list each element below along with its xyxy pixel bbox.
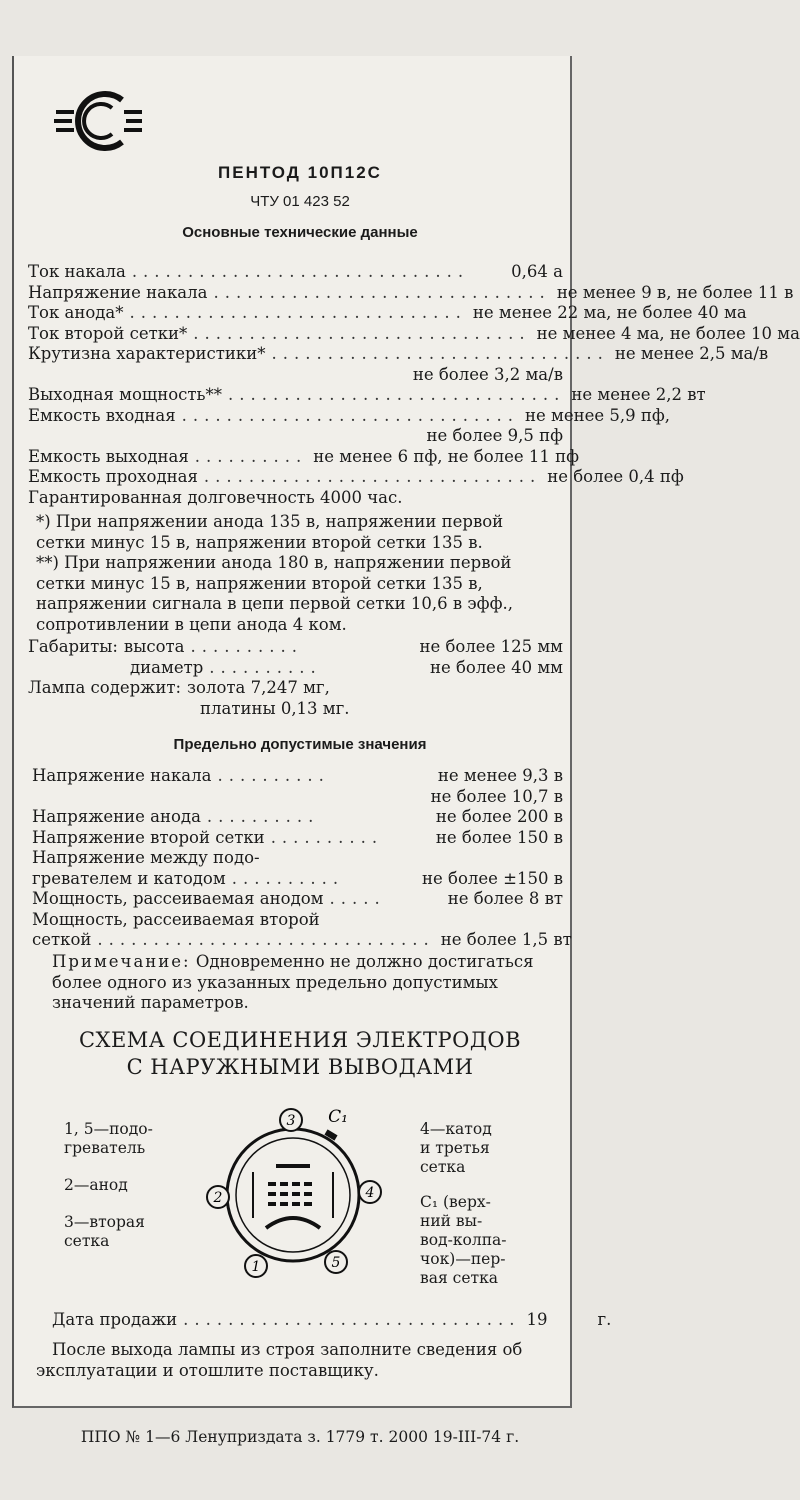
after-failure-note: После выхода лампы из строя заполните сведения об эксплуатации и отошлите поставщику. [36, 1340, 523, 1380]
imprint: ППО № 1—6 Ленуприздата з. 1779 т. 2000 19-III-74 г. [80, 1428, 520, 1446]
section-heading-specs: Основные технические данные [182, 224, 418, 241]
spec-row-cont: не более 3,2 ма/в [412, 364, 563, 384]
spec-row: Ток второй сетки* .............................. не менее 4 ма, не более 10 ма [28, 323, 800, 343]
limit-row: Напряжение анода .......... не более 200 в [32, 807, 563, 826]
tube-base-diagram [198, 1100, 388, 1290]
manufacturer-logo [52, 84, 144, 158]
pin-label: 4 [365, 1185, 375, 1201]
scheme-title-line2: С НАРУЖНЫМИ ВЫВОДАМИ [126, 1055, 474, 1079]
pin-label: 2 [213, 1190, 223, 1206]
pin-label: 3 [286, 1113, 296, 1129]
footnote-2: **) При напряжении анода 180 в, напряжении первой сетки минус 15 в, напряжении второй сетки 135 в, напряжении сигнала в цепи первой сетки 10,6 в эфф., сопротивлении в цепи анода 4 ком. [36, 553, 513, 634]
spec-row-cont: не более 9,5 пф [426, 426, 563, 445]
spec-row: Ток анода* .............................. не менее 22 ма, не более 40 ма [28, 303, 747, 322]
standard-code: ЧТУ 01 423 52 [250, 193, 350, 210]
spec-list [28, 262, 800, 508]
limit-row: Напряжение второй сетки .......... не более 150 в [32, 827, 563, 847]
spec-row: Крутизна характеристики* .............................. не менее 2,5 ма/в [28, 344, 769, 363]
cap-label: C₁ [328, 1107, 348, 1127]
footnote-1: *) При напряжении анода 135 в, напряжении первой сетки минус 15 в, напряжении второй сетки 135 в. [36, 512, 504, 552]
limits-list: Напряжение накала .......... не менее 9,3 в не более 10,7 в Напряжение анода .......... не более 200 в Напряжение второй сетки .......... не более 150 в Напряжение между подо- гревателем и катодом .......... не более ±150 в Мощность, рассеиваемая анодом ..... не более 8 вт Мощность, рассеиваемая второй сеткой .............................. не более 1,5 вт [32, 766, 572, 949]
spec-row: Емкость входная .............................. не менее 5,9 пф, [28, 405, 671, 425]
pin-label: 5 [331, 1255, 341, 1271]
page-title: ПЕНТОД 10П12С [218, 163, 382, 182]
sale-date-line: Дата продажи .............................. 19 г. [52, 1310, 612, 1329]
remark: Примечание: Одновременно не должно достигаться более одного из указанных предельно допустимых значений параметров. [52, 952, 534, 1012]
pin-legend-left: 1, 5—подо- греватель 2—анод 3—вторая сетка [64, 1120, 153, 1250]
limit-row: Мощность, рассеиваемая второй [32, 909, 320, 929]
spec-row: Напряжение накала .............................. не менее 9 в, не более 11 в [28, 282, 794, 302]
section-heading-limits: Предельно допустимые значения [173, 736, 427, 753]
pin-label: 1 [251, 1259, 261, 1275]
spec-row: Ток накала .............................. 0,64 а [28, 262, 563, 281]
durability: Гарантированная долговечность 4000 час. [28, 487, 403, 507]
limit-row: Напряжение накала .......... не менее 9,3 в [32, 766, 563, 785]
spec-row: Емкость проходная .............................. не более 0,4 пф [28, 467, 684, 486]
limit-row: Напряжение между подо- [32, 848, 260, 867]
spec-row: Емкость выходная .......... не менее 6 пф, не более 11 пф [28, 446, 580, 466]
pin-legend-right: 4—катод и третья сетка C₁ (верх- ний вы- вод-колпа- чок)—пер- вая сетка [420, 1120, 507, 1287]
spec-row: Выходная мощность** .............................. не менее 2,2 вт [28, 385, 706, 404]
limit-row: Мощность, рассеиваемая анодом ..... не более 8 вт [32, 889, 563, 908]
scheme-title-line1: СХЕМА СОЕДИНЕНИЯ ЭЛЕКТРОДОВ [78, 1028, 522, 1052]
dimensions: Габариты: высота .......... не более 125 мм диаметр .......... не более 40 мм Лампа содержит: золота 7,247 мг, платины 0,13 мг. [28, 637, 563, 718]
